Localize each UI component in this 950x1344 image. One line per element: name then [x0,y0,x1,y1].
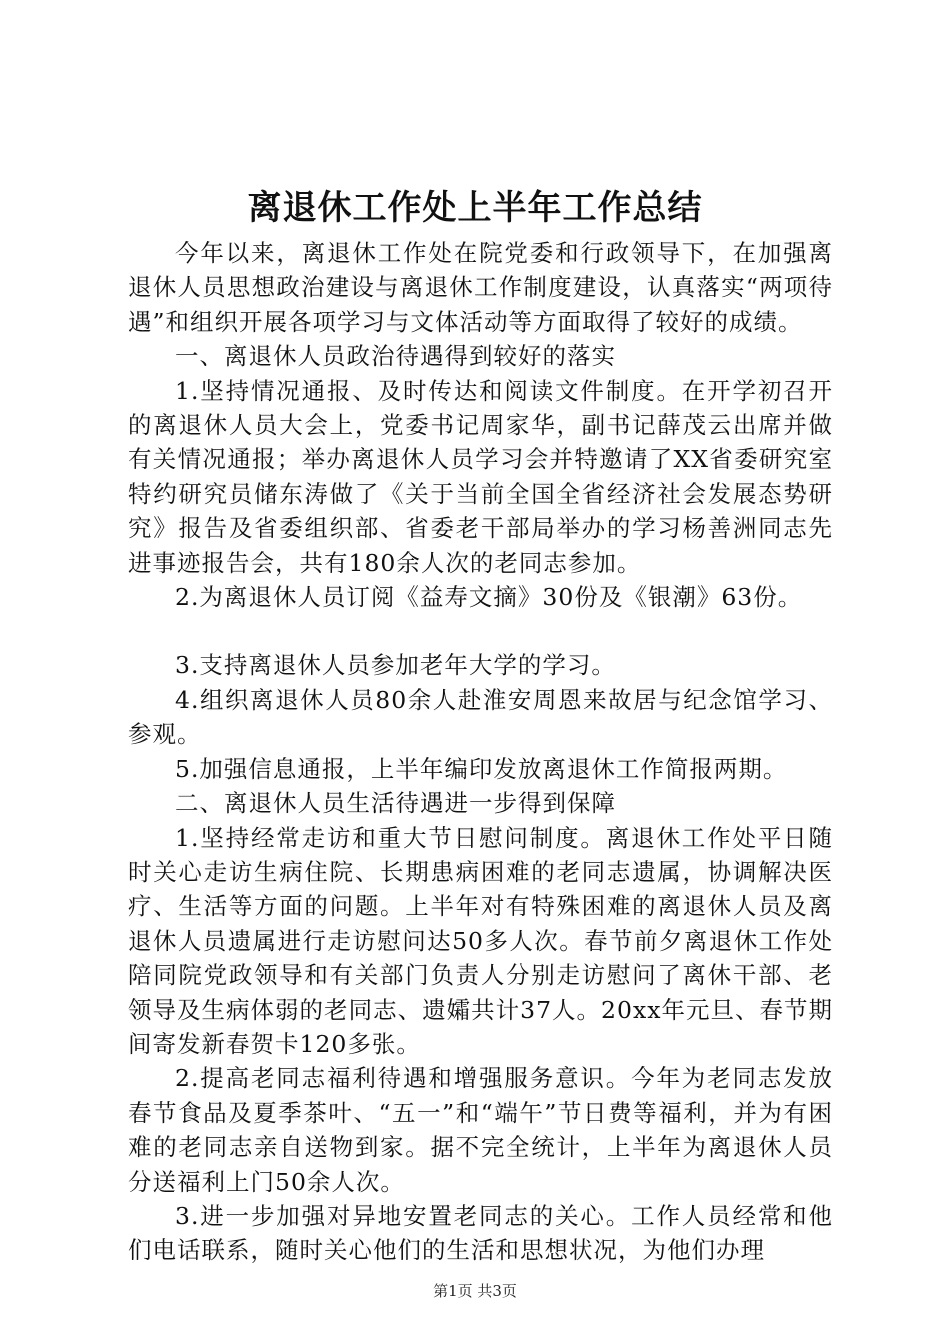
paragraph-item-2: 2.为离退休人员订阅《益寿文摘》30份及《银潮》63份。 [175,583,803,612]
paragraph-living-1: 1.坚持经常走访和重大节日慰问制度。离退休工作处平日随时关心走访生病住院、长期患病困难的老同志遗属，协调解决医疗、生活等方面的问题。上半年对有特殊困难的离退休人员及离退休人员遗属进行走访慰问达50多人次。春节前夕离退休工作处陪同院党政领导和有关部门负责人分别走访慰问了离休干部、老领导及生病体弱的老同志、遗孀共计37人。20xx年元旦、春节期间寄发新春贺卡120多张。 [128,823,833,1058]
blank-line [128,614,833,648]
paragraph-item-3: 3.支持离退休人员参加老年大学的学习。 [175,651,616,680]
document-title: 离退休工作处上半年工作总结 [247,188,703,228]
paragraph-item-4: 4.组织离退休人员80余人赴淮安周恩来故居与纪念馆学习、参观。 [128,685,833,749]
section-heading-political: 一、离退休人员政治待遇得到较好的落实 [175,342,616,371]
paragraph-item-5: 5.加强信息通报，上半年编印发放离退休工作简报两期。 [175,754,788,783]
document-body [128,236,833,1268]
paragraph-item-1: 1.坚持情况通报、及时传达和阅读文件制度。在开学初召开的离退休人员大会上，党委书记周家华，副书记薛茂云出席并做有关情况通报；举办离退休人员学习会并特邀请了XX省委研究室特约研究员储东涛做了《关于当前全国全省经济社会发展态势研究》报告及省委组织部、省委老干部局举办的学习杨善洲同志先进事迹报告会，共有180余人次的老同志参加。 [128,376,833,577]
paragraph-living-2: 2.提高老同志福利待遇和增强服务意识。今年为老同志发放春节食品及夏季茶叶、“五一”和“端午”节日费等福利，并为有困难的老同志亲自送物到家。据不完全统计，上半年为离退休人员分送福利上门50余人次。 [128,1064,833,1196]
page-number-footer: 第1页 共3页 [433,1282,517,1300]
paragraph-living-3: 3.进一步加强对异地安置老同志的关心。工作人员经常和他们电话联系，随时关心他们的生活和思想状况，为他们办理 [128,1201,833,1265]
intro-paragraph: 今年以来，离退休工作处在院党委和行政领导下，在加强离退休人员思想政治建设与离退休工作制度建设，认真落实“两项待遇”和组织开展各项学习与文体活动等方面取得了较好的成绩。 [128,239,833,336]
section-heading-living: 二、离退休人员生活待遇进一步得到保障 [175,789,616,818]
